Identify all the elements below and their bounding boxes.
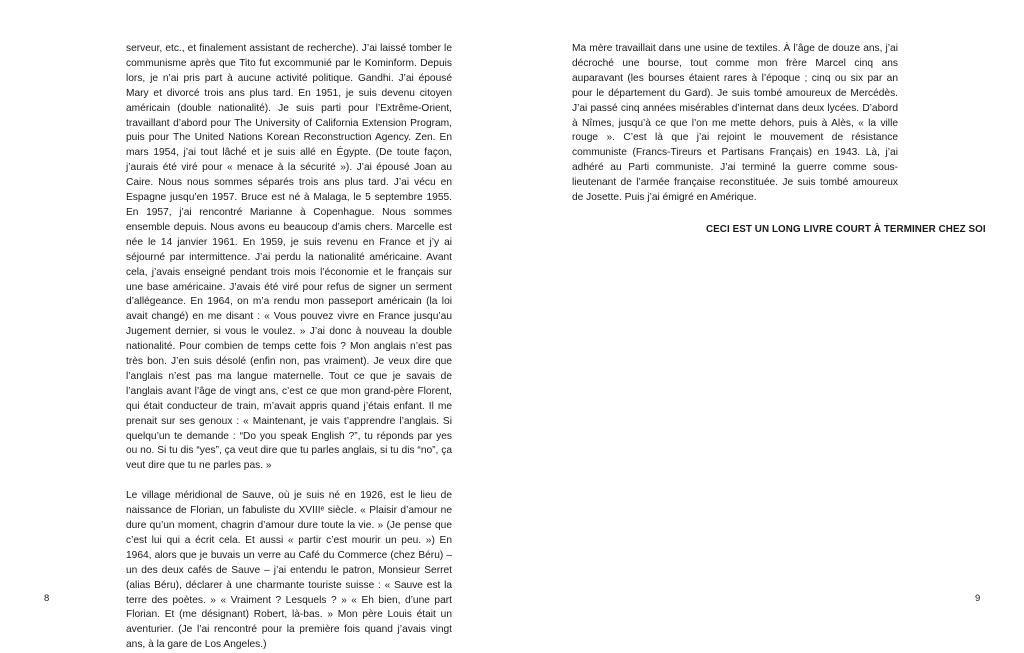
section-heading: CECI EST UN LONG LIVRE COURT À TERMINER CHEZ SOI: [706, 224, 986, 235]
body-paragraph: serveur, etc., et finalement assistant de recherche). J’ai laissé tomber le communisme après que Tito fut excommunié par le Kominform. Depuis lors, je n’ai pris part à aucune activité politique. Gandhi. J’ai épousé Mary et divorcé trois ans plus tard. En 1951, je suis devenu citoyen américain (double nationalité). Je suis parti pour l’Extrême-Orient, travaillant d’abord pour The University of California Extension Program, puis pour The United Nations Korean Reconstruction Agency. Zen. En mars 1954, j’ai tout lâché et je suis allé en Égypte. (De toute façon, j’aurais été viré pour « menace à la sécurité »). J’ai épousé Joan au Caire. Nous nous sommes séparés trois ans plus tard. J’ai vécu en Espagne jusqu’en 1957. Bruce est né à Malaga, le 5 septembre 1955. En 1957, j’ai rencontré Marianne à Copenhague. Nous sommes ensemble depuis. Nous avons eu beaucoup d’amis chers. Marcelle est née le 14 janvier 1961. En 1959, je suis revenu en France et j’y ai séjourné par intermittence. J’ai perdu la nationalité américaine. Avant cela, j’avais enseigné pendant trois mois l’économie et le français sur une base américaine. J’avais été viré pour refus de signer un serment d’allégeance. En 1964, on m’a rendu mon passeport américain (la loi avait changé) en me disant : « Vous pouvez vivre en France jusqu’au Jugement dernier, si vous le voulez. » J’ai donc à nouveau la double nationalité. Pour combien de temps cette fois ? Mon anglais n’est pas très bon. J’en suis désolé (enfin non, pas vraiment). Je veux dire que l’anglais n’est pas ma langue maternelle. Tout ce que je savais de l’anglais avant l’âge de vingt ans, c’est ce que mon grand-père Florent, qui était conducteur de train, m’avait appris quand j’étais enfant. Il me prenait sur ses genoux : « Maintenant, je vais t’apprendre l’anglais. Si quelqu’un te demande : “Do you speak English ?”, tu réponds par yes ou no. Si tu dis “yes”, ça veut dire que tu parles anglais, si tu dis “no”, ça veut dire que tu ne parles pas. »: [126, 43, 452, 472]
left-page: [0, 0, 512, 651]
body-paragraph: Le village méridional de Sauve, où je suis né en 1926, est le lieu de naissance de Florian, un fabuliste du XVIIIᵉ siècle. « Plaisir d’amour ne dure qu’un moment, chagrin d’amour dure toute la vie. » (Je pense que c’est lui qui a écrit cela. Et aussi « partir c’est mourir un peu. ») En 1964, alors que je buvais un verre au Café du Commerce (chez Béru) – un des deux cafés de Sauve – j’ai entendu le patron, Monsieur Serret (alias Béru), déclarer à une charmante touriste suisse : « Sauve est la terre des poètes. » « Vraiment ? Lesquels ? » « Eh bien, d’une part Florian. Et (me désignant) Robert, là-bas. » Mon père Louis était un aventurier. (Je l’ai rencontré pour la première fois quand j’avais vingt ans, à la gare de Los Angeles.): [126, 490, 452, 651]
left-text-column: [126, 42, 452, 653]
right-text-column: [572, 42, 898, 206]
page-number: 9: [975, 593, 981, 604]
right-page: [512, 0, 1024, 632]
page-number: 8: [44, 593, 50, 604]
body-paragraph: Ma mère travaillait dans une usine de textiles. À l’âge de douze ans, j’ai décroché une bourse, tout comme mon frère Marcel cinq ans auparavant (les bourses étaient rares à l’époque ; cinq ou six par an pour le département du Gard). Je suis tombé amoureux de Mercédès. J’ai passé cinq années misérables d’internat dans deux lycées. D’abord à Nîmes, jusqu’à ce que l’on me mette dehors, puis à Alès, « la ville rouge ». C’est là que j’ai rejoint le mouvement de résistance communiste (Francs-Tireurs et Partisans Français) en 1943. Là, j’ai adhéré au Parti communiste. J’ai terminé la guerre comme sous-lieutenant de l’armée française reconstituée. Je suis tombé amoureux de Josette. Puis j’ai émigré en Amérique.: [572, 43, 898, 204]
